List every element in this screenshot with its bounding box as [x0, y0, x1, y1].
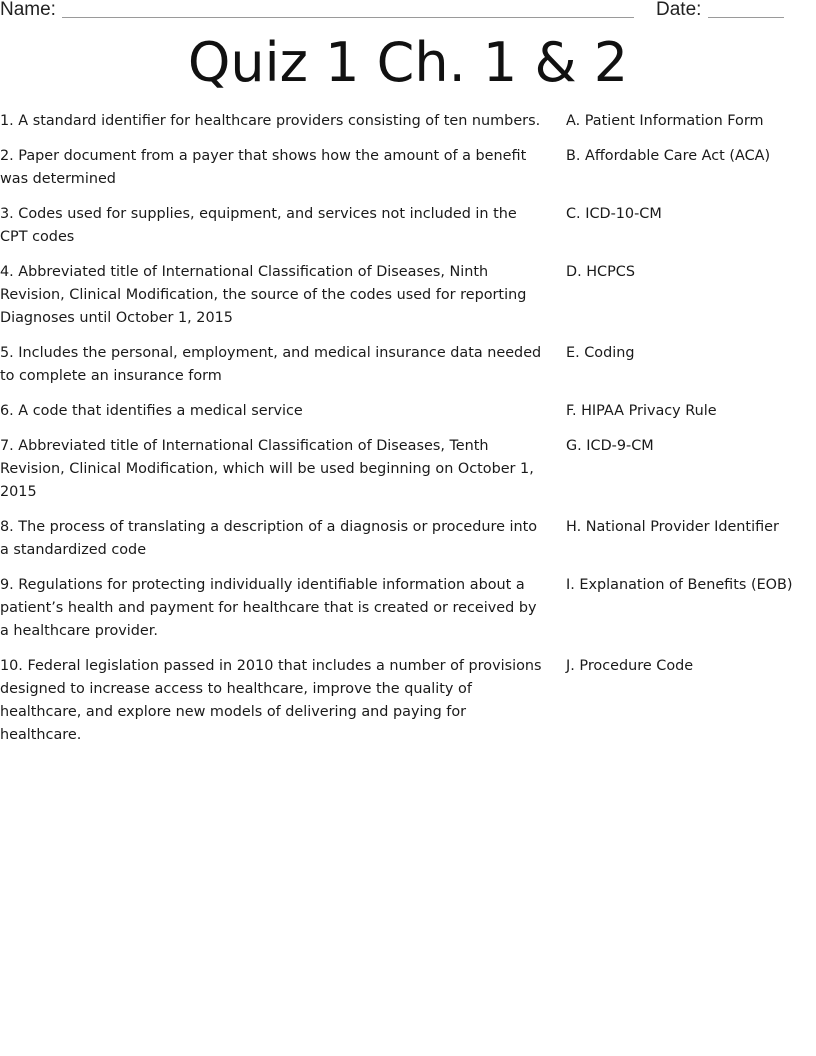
answer-option: H. National Provider Identifier — [566, 519, 779, 535]
quiz-row — [0, 435, 816, 504]
answer-option: J. Procedure Code — [566, 658, 694, 674]
quiz-row — [0, 574, 816, 643]
question-text: 9. Regulations for protecting individually identifiable information about a patient’s health and payment for healthcare that is created or received by a healthcare provider. — [0, 577, 537, 639]
question-text: 3. Codes used for supplies, equipment, and services not included in the CPT codes — [0, 206, 517, 245]
matching-quiz — [0, 110, 816, 759]
answer-option: E. Coding — [566, 345, 635, 361]
name-label: Name: — [0, 0, 56, 20]
question-text: 1. A standard identifier for healthcare providers consisting of ten numbers. — [0, 113, 541, 129]
quiz-row — [0, 261, 816, 330]
page-title: Quiz 1 Ch. 1 & 2 — [187, 31, 629, 94]
date-label: Date: — [656, 0, 702, 20]
answer-option: C. ICD-10-CM — [566, 206, 662, 222]
answer-option: A. Patient Information Form — [566, 113, 764, 129]
quiz-row — [0, 342, 816, 388]
answer-option: F. HIPAA Privacy Rule — [566, 403, 717, 419]
quiz-row — [0, 145, 816, 191]
answer-option: G. ICD-9-CM — [566, 438, 654, 454]
quiz-row — [0, 516, 816, 562]
quiz-row — [0, 655, 816, 747]
answer-option: D. HCPCS — [566, 264, 635, 280]
question-text: 7. Abbreviated title of International Classification of Diseases, Tenth Revision, Clinical Modification, which will be used beginning on October 1, 2015 — [0, 438, 534, 500]
question-text: 5. Includes the personal, employment, and medical insurance data needed to complete an insurance form — [0, 345, 542, 384]
answer-option: B. Affordable Care Act (ACA) — [566, 148, 771, 164]
name-blank-line — [62, 17, 634, 18]
quiz-row — [0, 110, 816, 133]
date-blank-line — [708, 17, 784, 18]
question-text: 4. Abbreviated title of International Classification of Diseases, Ninth Revision, Clinical Modification, the source of the codes used for reporting Diagnoses until October 1, 2015 — [0, 264, 527, 326]
question-text: 2. Paper document from a payer that shows how the amount of a benefit was determined — [0, 148, 527, 187]
quiz-row — [0, 203, 816, 249]
quiz-row — [0, 400, 816, 423]
answer-option: I. Explanation of Benefits (EOB) — [566, 577, 793, 593]
question-text: 10. Federal legislation passed in 2010 that includes a number of provisions designed to increase access to healthcare, improve the quality of healthcare, and explore new models of delivering and paying for healthcare. — [0, 658, 542, 743]
question-text: 8. The process of translating a description of a diagnosis or procedure into a standardized code — [0, 519, 538, 558]
worksheet-header — [0, 0, 816, 24]
question-text: 6. A code that identifies a medical service — [0, 403, 303, 419]
